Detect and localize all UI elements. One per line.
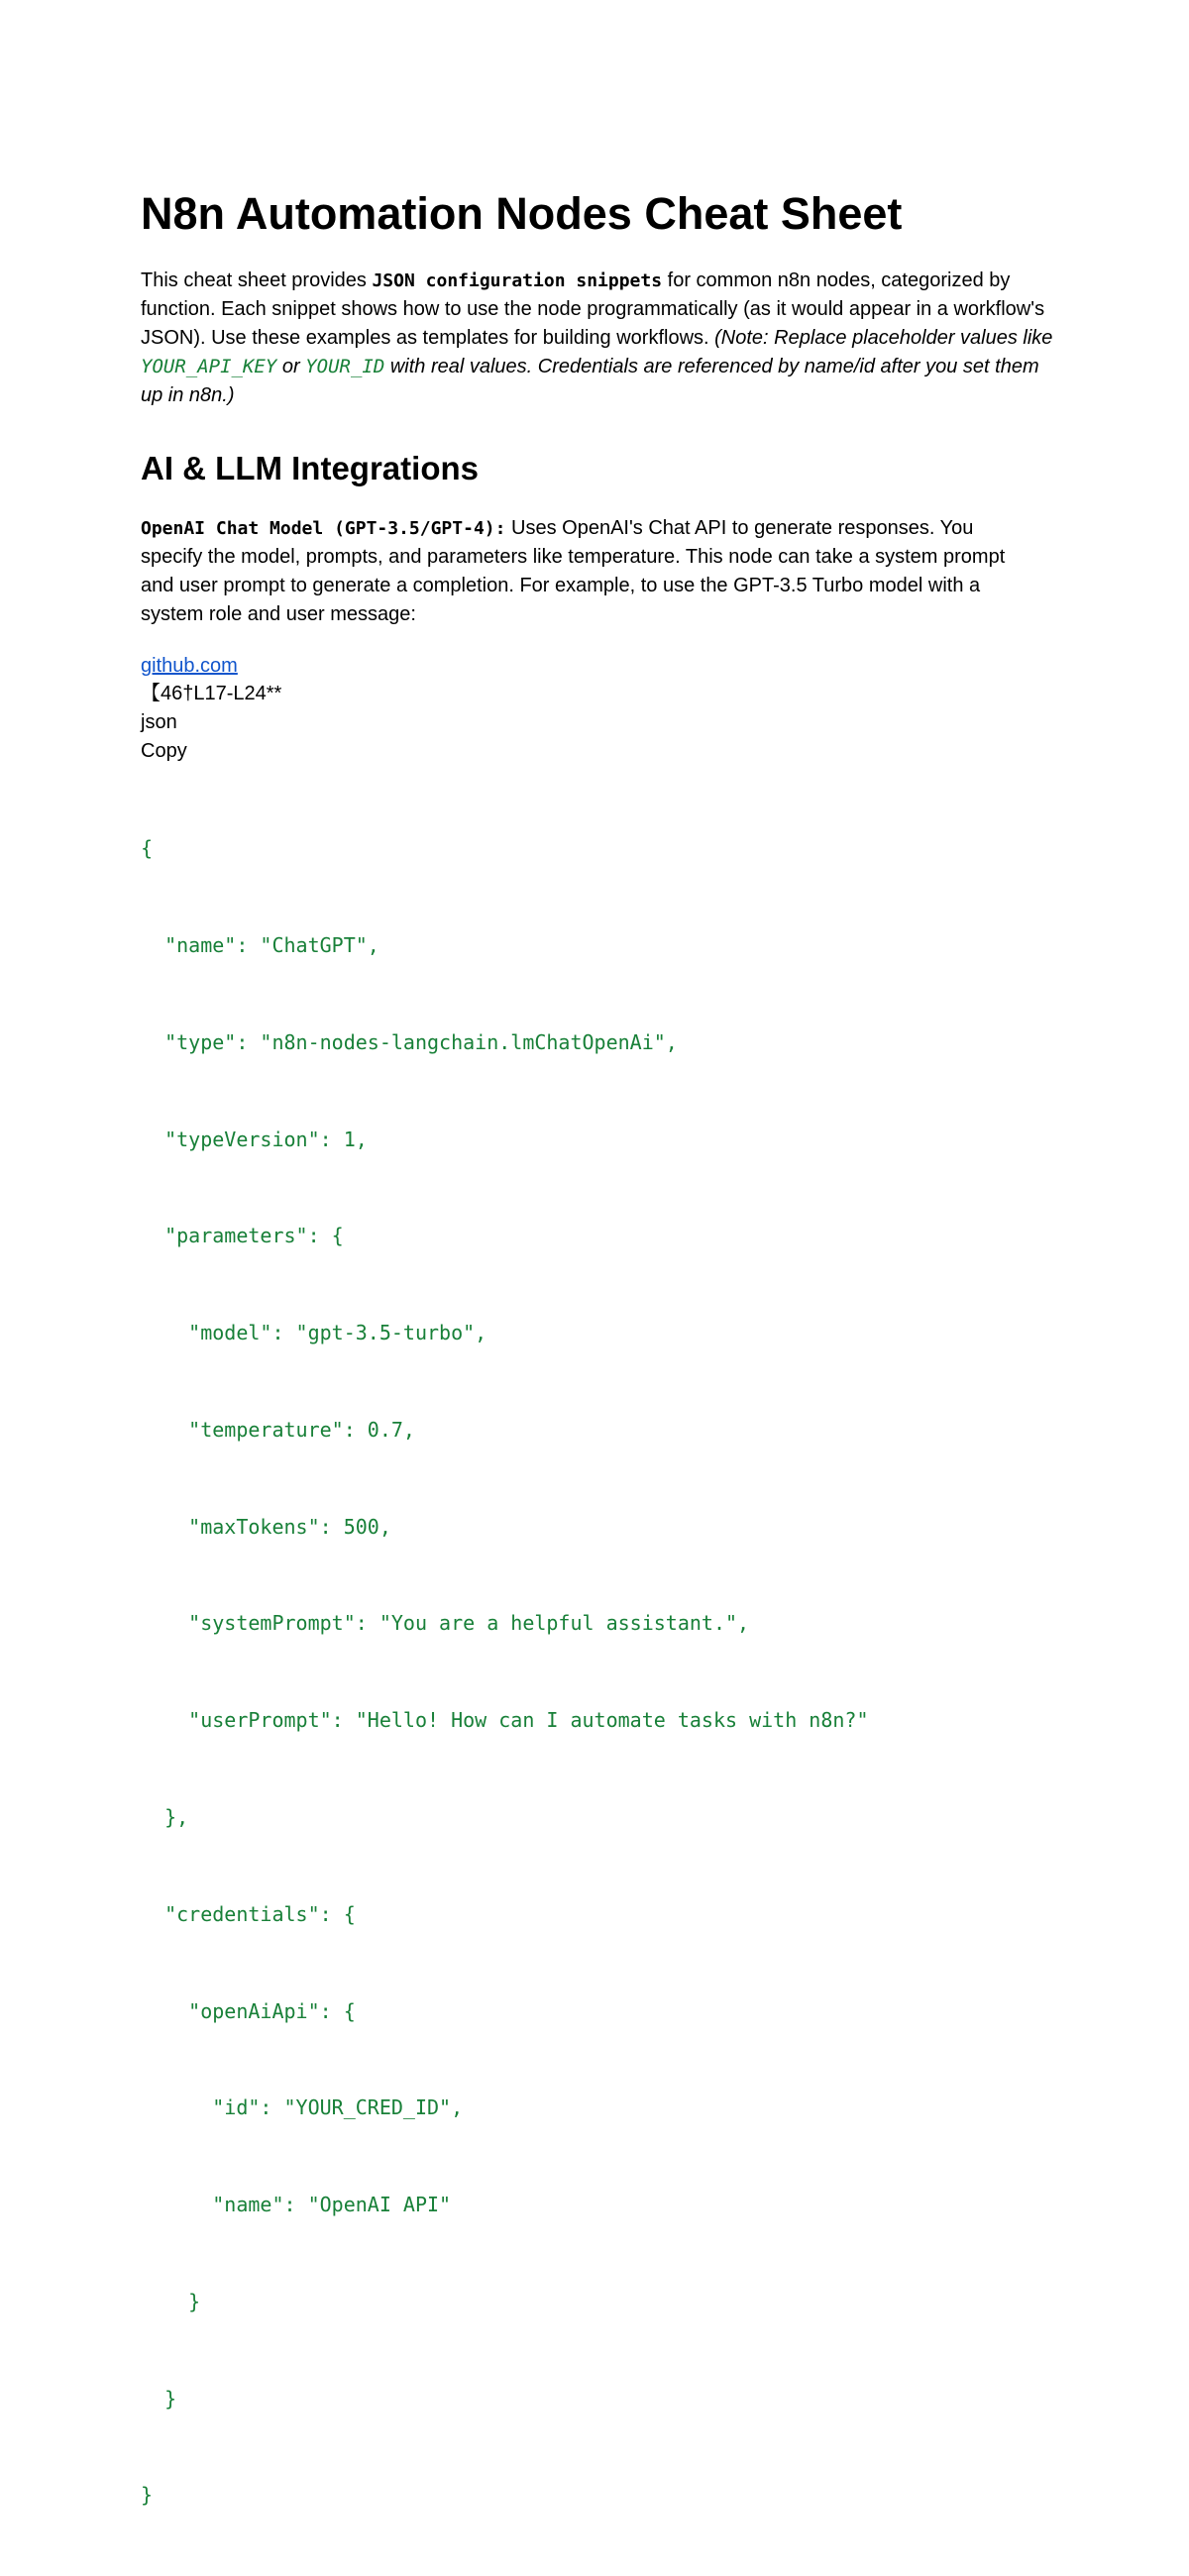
code-line: "id": "YOUR_CRED_ID", (141, 2095, 464, 2120)
code-line: { (141, 836, 154, 861)
code-line: "systemPrompt": "You are a helpful assistant.", (141, 1611, 750, 1636)
intro-bold-phrase: JSON configuration snippets (372, 270, 663, 291)
citation-reference: 【46†L17-L24** (141, 683, 282, 704)
code-line: "name": "OpenAI API" (141, 2193, 452, 2217)
code-line: "model": "gpt-3.5-turbo", (141, 1321, 487, 1345)
json-code-block (141, 768, 869, 2576)
source-link[interactable]: github.com (141, 655, 238, 677)
intro-text-1: This cheat sheet provides (141, 269, 373, 291)
code-line: } (141, 2289, 201, 2313)
intro-paragraph (141, 267, 1057, 410)
intro-note-3: with real values. Credentials are referenced by name/id after you set them up in n8n.) (141, 356, 1039, 406)
code-line: } (141, 2386, 177, 2411)
code-line: } (141, 2483, 154, 2508)
code-line: "temperature": 0.7, (141, 1417, 415, 1442)
code-line: "name": "ChatGPT", (141, 932, 379, 957)
code-line: "typeVersion": 1, (141, 1127, 368, 1151)
placeholder-api-key: YOUR_API_KEY (141, 356, 277, 377)
code-line: "parameters": { (141, 1224, 344, 1248)
section-heading: AI & LLM Integrations (141, 450, 479, 486)
intro-note-1: (Note: Replace placeholder values like (714, 327, 1053, 349)
document-title: N8n Automation Nodes Cheat Sheet (141, 188, 903, 239)
code-line: "credentials": { (141, 1901, 356, 1926)
copy-button[interactable]: Copy (141, 740, 187, 762)
code-line: "type": "n8n-nodes-langchain.lmChatOpenAi", (141, 1029, 678, 1054)
placeholder-id: YOUR_ID (305, 356, 385, 377)
code-line: "openAiApi": { (141, 1998, 356, 2023)
intro-note-2: or (276, 356, 306, 377)
node-label: OpenAI Chat Model (GPT-3.5/GPT-4): (141, 518, 506, 539)
code-language-label: json (141, 711, 177, 733)
code-line: "maxTokens": 500, (141, 1514, 391, 1539)
node-description (141, 514, 1032, 629)
code-line: "userPrompt": "Hello! How can I automate tasks with n8n?" (141, 1708, 869, 1733)
intro-text-2: for common n8n nodes, categorized by function. Each snippet shows how to use the node programmatically (as it would appear in a workflow's JSON). Use these examples as templates for building workflows. (141, 269, 1045, 349)
node-description-text: Uses OpenAI's Chat API to generate responses. You specify the model, prompts, and parameters like temperature. This node can take a system prompt and user prompt to generate a completion. For example, to use the GPT-3.5 Turbo model with a system role and user message: (141, 517, 1006, 625)
code-line: }, (141, 1805, 189, 1829)
